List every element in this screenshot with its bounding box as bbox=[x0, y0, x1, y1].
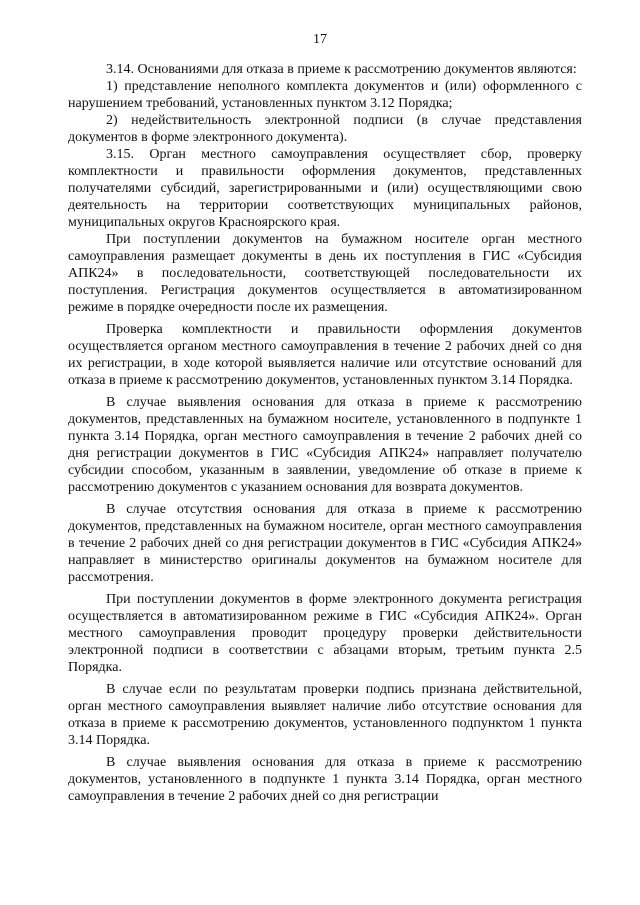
page-number: 17 bbox=[313, 32, 327, 47]
paragraph-refusal-paper: В случае выявления основания для отказа в приеме к рассмотрению документов, представленных на бумажном носителе, установленного в подпункте 1 пункта 3.14 Порядка, орган местного самоуправления в течение 2 рабочих дней со дня регистрации документов в ГИС «Субсидия АПК24» направляет получателю субсидии способом, указанным в заявлении, уведомление об отказе в приеме к рассмотрению документов с указанием основания для возврата документов. bbox=[68, 395, 582, 495]
paragraph-refusal-electronic: В случае выявления основания для отказа в приеме к рассмотрению документов, установленного в подпункте 1 пункта 3.14 Порядка, орган местного самоуправления в течение 2 рабочих дней со дня регистрации bbox=[68, 755, 582, 804]
paragraph-paper-submission: При поступлении документов на бумажном носителе орган местного самоуправления размещает документы в день их поступления в ГИС «Субсидия АПК24» в последовательности, соответствующей последовательности их поступления. Регистрация документов осуществляется в автоматизированном режиме в порядке очередности после их размещения. bbox=[68, 232, 582, 315]
paragraph-3-15: 3.15. Орган местного самоуправления осуществляет сбор, проверку комплектности и правильности оформления документов, представленных получателями субсидий, зарегистрированными и (или) осуществляющими свою деятельность на территории соответствующих муниципальных районов, муниципальных округов Красноярского края. bbox=[68, 147, 582, 230]
paragraph-reason-2: 2) недействительность электронной подписи (в случае представления документов в форме электронного документа). bbox=[68, 113, 582, 145]
paragraph-3-14-intro: 3.14. Основаниями для отказа в приеме к рассмотрению документов являются: bbox=[106, 62, 577, 77]
paragraph-completeness-check: Проверка комплектности и правильности оформления документов осуществляется органом местного самоуправления в течение 2 рабочих дней со дня их регистрации, в ходе которой выявляется наличие или отсутствие оснований для отказа в приеме к рассмотрению документов, установленных пунктом 3.14 Порядка. bbox=[68, 322, 582, 388]
paragraph-reason-1: 1) представление неполного комплекта документов и (или) оформленного с нарушением требований, установленных пунктом 3.12 Порядка; bbox=[68, 79, 582, 111]
paragraph-no-refusal-paper: В случае отсутствия основания для отказа в приеме к рассмотрению документов, представленных на бумажном носителе, орган местного самоуправления в течение 2 рабочих дней со дня регистрации документов в ГИС «Субсидия АПК24» направляет в министерство оригиналы документов на бумажном носителе для рассмотрения. bbox=[68, 502, 582, 585]
paragraph-signature-valid: В случае если по результатам проверки подпись признана действительной, орган местного самоуправления выявляет наличие либо отсутствие основания для отказа в приеме к рассмотрению документов, установленного подпунктом 1 пункта 3.14 Порядка. bbox=[68, 682, 582, 748]
document-body bbox=[68, 61, 582, 805]
paragraph-electronic-submission: При поступлении документов в форме электронного документа регистрация осуществляется в автоматизированном режиме в ГИС «Субсидия АПК24». Орган местного самоуправления проводит процедуру проверки действительности электронной подписи в соответствии с абзацами вторым, третьим пункта 2.5 Порядка. bbox=[68, 592, 582, 675]
